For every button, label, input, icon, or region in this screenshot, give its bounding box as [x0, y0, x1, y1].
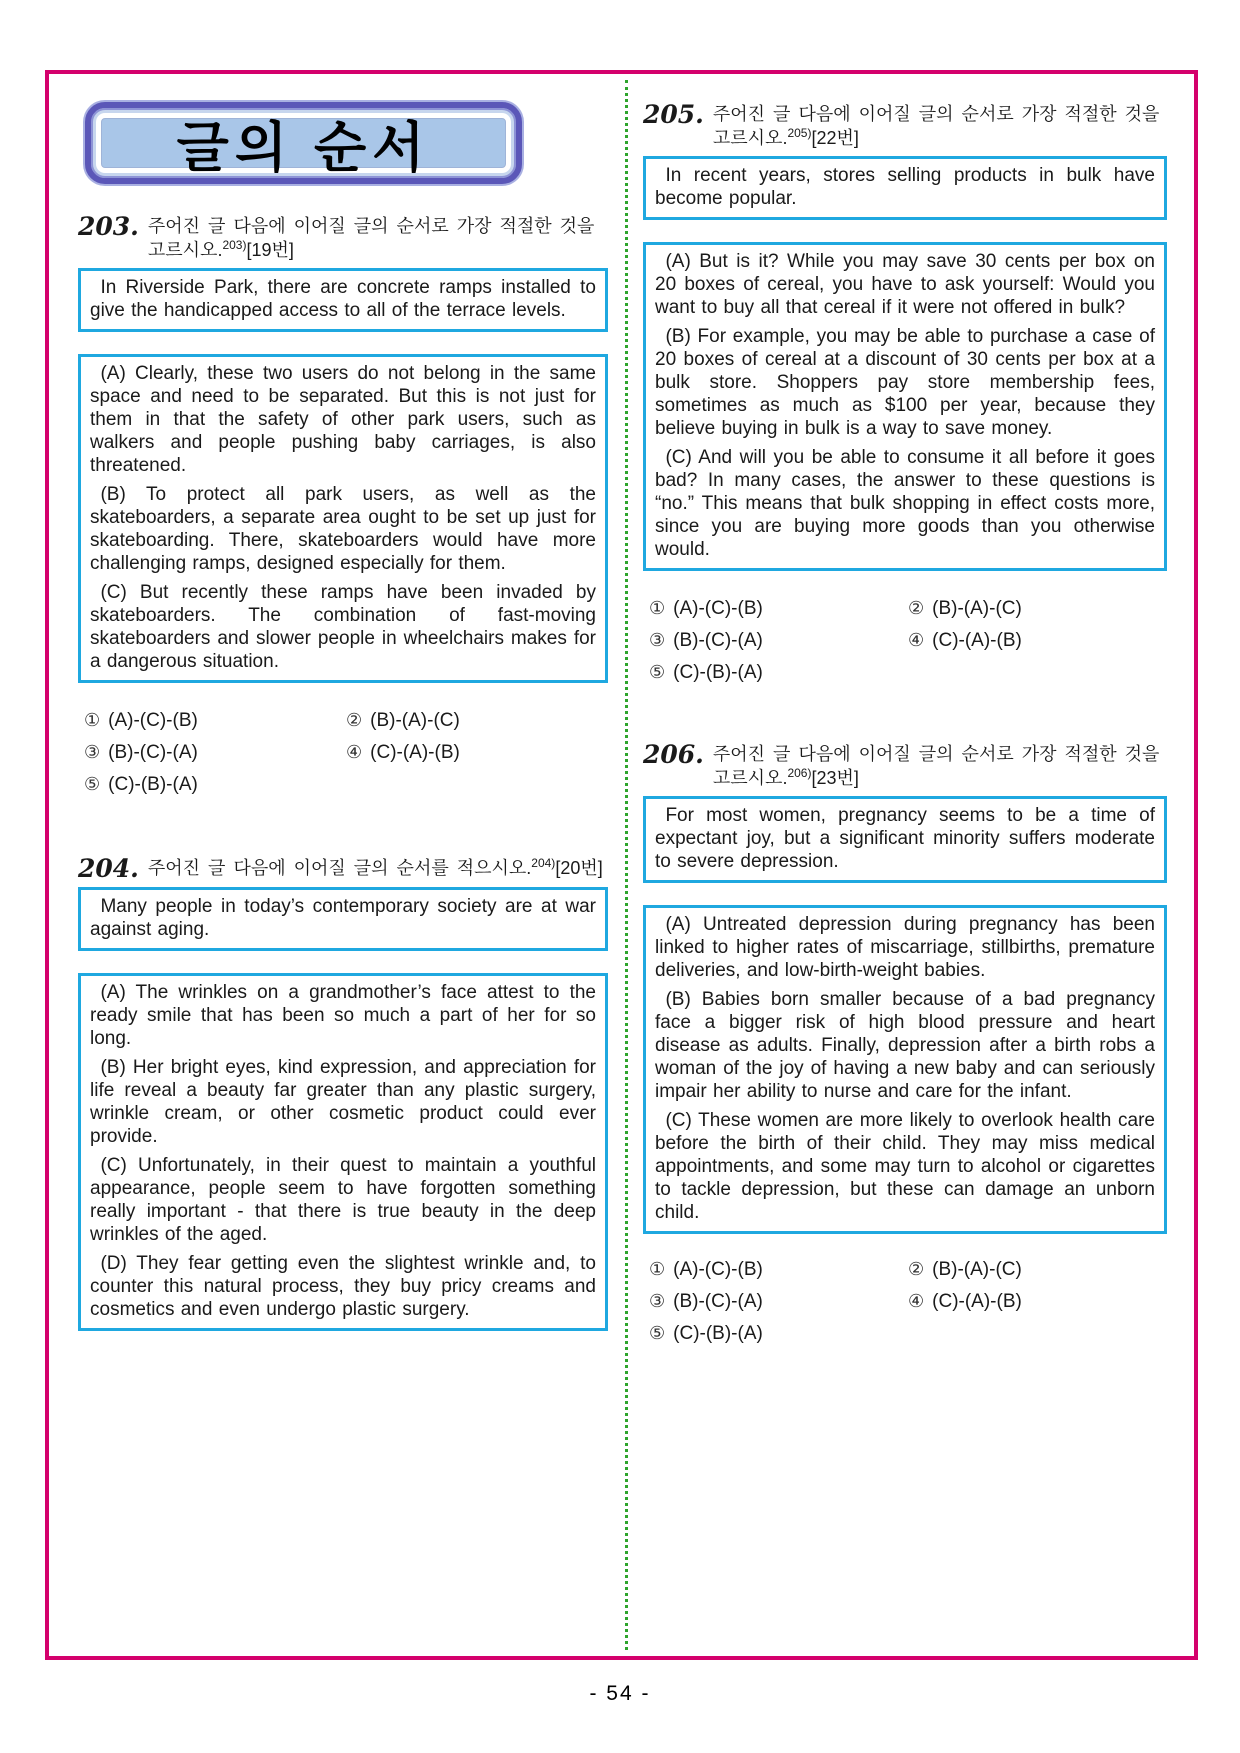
question-206-paragraph-b: (B) Babies born smaller because of a bad pregnancy face a bigger risk of high blood pressure and heart disease as adults. Finally, depression after a birth robs a woman of the joy of having a new baby and can seriously impair her ability to nurse and care for the infant. [655, 989, 1155, 1102]
question-205-options [643, 595, 1167, 686]
question-204-given-box [78, 887, 608, 951]
question-206-options [643, 1256, 1167, 1347]
question-204-paragraph-d: (D) They fear getting even the slightest wrinkle and, to counter this natural process, they buy pricy creams and cosmetics and even undergo plastic surgery. [90, 1253, 596, 1320]
question-204-footnote: 204) [531, 856, 556, 870]
question-203-number: 203. [78, 212, 139, 241]
question-205-number: 205. [643, 100, 704, 129]
option-2-label: (B)-(A)-(C) [370, 710, 460, 731]
question-206-paragraphs-box [643, 905, 1167, 1234]
question-203-prompt [148, 214, 608, 262]
option-2-label: (B)-(A)-(C) [932, 598, 1022, 619]
option-1-label: (A)-(C)-(B) [108, 710, 198, 731]
option-1-marker: ① [649, 598, 666, 618]
question-204-number: 204. [78, 854, 139, 883]
question-203-prompt-text: 주어진 글 다음에 이어질 글의 순서로 가장 적절한 것을 고르시오. [147, 216, 595, 260]
option-5-label: (C)-(B)-(A) [108, 774, 198, 795]
question-204-prompt-text: 주어진 글 다음에 이어질 글의 순서를 적으시오. [147, 858, 532, 878]
question-206-option-1 [649, 1256, 908, 1283]
left-column [78, 74, 608, 1331]
question-204-paragraph-a: (A) The wrinkles on a grandmother’s face attest to the ready smile that has been so much a part of her for so long. [90, 982, 596, 1049]
page-border-frame [45, 70, 1198, 1660]
question-206-paragraph-c: (C) These women are more likely to overlook health care before the birth of their child. They may miss medical appointments, and some may turn to alcohol or cigarettes to tackle depression, but these can damage an unborn child. [655, 1110, 1155, 1223]
option-1-label: (A)-(C)-(B) [673, 598, 763, 619]
option-5-label: (C)-(B)-(A) [673, 662, 763, 683]
question-205-given-box [643, 156, 1167, 220]
question-206-prompt-text: 주어진 글 다음에 이어질 글의 순서로 가장 적절한 것을 고르시오. [712, 744, 1160, 788]
question-203-paragraph-a: (A) Clearly, these two users do not belong in the same space and need to be separated. But this is not just for them in that the safety of other park users, such as walkers and people pushing baby carriages, is also threatened. [90, 363, 596, 476]
question-205-option-5 [649, 659, 908, 686]
question-203-option-1 [84, 707, 346, 734]
question-206-prompt [713, 742, 1167, 790]
question-205-option-3 [649, 627, 908, 654]
option-5-marker: ⑤ [84, 774, 101, 794]
question-206-given-box [643, 796, 1167, 883]
question-205-prompt-text: 주어진 글 다음에 이어질 글의 순서로 가장 적절한 것을 고르시오. [712, 104, 1160, 148]
option-3-marker: ③ [649, 630, 666, 650]
question-206-paragraph-a: (A) Untreated depression during pregnancy has been linked to higher rates of miscarriage, stillbirths, premature deliveries, and low-birth-weight babies. [655, 914, 1155, 981]
question-205-paragraph-c: (C) And will you be able to consume it all before it goes bad? In many cases, the answer to these questions is “no.” This means that bulk shopping in effect costs more, since you are buying more goods than you otherwise would. [655, 447, 1155, 560]
option-4-label: (C)-(A)-(B) [932, 1291, 1022, 1312]
question-204-prompt [148, 856, 603, 880]
option-4-marker: ④ [346, 742, 363, 762]
question-205-option-2 [908, 595, 1167, 622]
question-203-given-text: In Riverside Park, there are concrete ramps installed to give the handicapped access to all of the terrace levels. [90, 277, 596, 321]
option-5-marker: ⑤ [649, 662, 666, 682]
option-4-label: (C)-(A)-(B) [932, 630, 1022, 651]
question-204-source-tag: [20번] [555, 858, 603, 878]
question-206-number: 206. [643, 740, 704, 769]
question-205-paragraph-b: (B) For example, you may be able to purchase a case of 20 boxes of cereal at a discount of 30 cents per box at a bulk store. Shoppers pay store membership fees, sometimes as much as $100 per year, because they believe buying in bulk is a way to save money. [655, 326, 1155, 439]
question-205-source-tag: [22번] [811, 128, 859, 148]
right-column [643, 74, 1167, 1347]
question-203-option-4 [346, 739, 608, 766]
question-205-footnote: 205) [787, 126, 812, 140]
section-title: 글의 순서 [176, 117, 431, 178]
question-205-paragraph-a: (A) But is it? While you may save 30 cents per box on 20 boxes of cereal, you have to ask yourself: Would you want to buy all that cereal if it were not offered in bulk? [655, 251, 1155, 318]
question-206-given-text: For most women, pregnancy seems to be a time of expectant joy, but a significant minority suffers moderate to severe depression. [655, 805, 1155, 872]
question-206-option-3 [649, 1288, 908, 1315]
question-204-paragraph-b: (B) Her bright eyes, kind expression, and appreciation for life reveal a beauty far greater than any plastic surgery, wrinkle cream, or other cosmetic product could ever provide. [90, 1057, 596, 1147]
page-number: - 54 - [589, 1682, 651, 1705]
question-203-footnote: 203) [222, 238, 247, 252]
question-203-paragraph-c: (C) But recently these ramps have been invaded by skateboarders. The combination of fast-moving skateboarders and slower people in wheelchairs makes for a dangerous situation. [90, 582, 596, 672]
question-203-options [78, 707, 608, 798]
question-205-option-1 [649, 595, 908, 622]
question-205-given-text: In recent years, stores selling products in bulk have become popular. [655, 165, 1155, 209]
option-3-label: (B)-(C)-(A) [673, 1291, 763, 1312]
question-204-header [78, 856, 608, 881]
option-4-marker: ④ [908, 630, 925, 650]
question-203-option-5 [84, 771, 346, 798]
question-206-footnote: 206) [787, 766, 812, 780]
question-205-prompt [713, 102, 1167, 150]
option-1-label: (A)-(C)-(B) [673, 1259, 763, 1280]
option-2-marker: ② [346, 710, 363, 730]
column-divider [625, 80, 628, 1650]
question-204-paragraph-c: (C) Unfortunately, in their quest to maintain a youthful appearance, people seem to have forgotten something really important - that there is true beauty in the deep wrinkles of the aged. [90, 1155, 596, 1245]
option-4-label: (C)-(A)-(B) [370, 742, 460, 763]
option-2-marker: ② [908, 1259, 925, 1279]
question-205-option-4 [908, 627, 1167, 654]
option-2-marker: ② [908, 598, 925, 618]
question-204-paragraphs-box [78, 973, 608, 1331]
option-5-marker: ⑤ [649, 1323, 666, 1343]
question-203-given-box [78, 268, 608, 332]
option-3-marker: ③ [649, 1291, 666, 1311]
question-203-paragraph-b: (B) To protect all park users, as well as the skateboarders, a separate area ought to be set up just for skateboarding. There, skateboarders would have more challenging ramps, designed especially for them. [90, 484, 596, 574]
question-205-header [643, 102, 1167, 150]
option-5-label: (C)-(B)-(A) [673, 1323, 763, 1344]
option-2-label: (B)-(A)-(C) [932, 1259, 1022, 1280]
option-3-label: (B)-(C)-(A) [673, 630, 763, 651]
question-206-source-tag: [23번] [811, 768, 859, 788]
question-205-paragraphs-box [643, 242, 1167, 571]
option-1-marker: ① [84, 710, 101, 730]
question-203-paragraphs-box [78, 354, 608, 683]
question-203-header [78, 214, 608, 262]
option-3-label: (B)-(C)-(A) [108, 742, 198, 763]
question-203-option-3 [84, 739, 346, 766]
question-204-given-text: Many people in today’s contemporary society are at war against aging. [90, 896, 596, 940]
question-206-header [643, 742, 1167, 790]
option-1-marker: ① [649, 1259, 666, 1279]
section-title-banner [85, 102, 522, 184]
question-206-option-2 [908, 1256, 1167, 1283]
question-203-option-2 [346, 707, 608, 734]
option-3-marker: ③ [84, 742, 101, 762]
option-4-marker: ④ [908, 1291, 925, 1311]
question-203-source-tag: [19번] [246, 240, 294, 260]
question-206-option-5 [649, 1320, 908, 1347]
question-206-option-4 [908, 1288, 1167, 1315]
